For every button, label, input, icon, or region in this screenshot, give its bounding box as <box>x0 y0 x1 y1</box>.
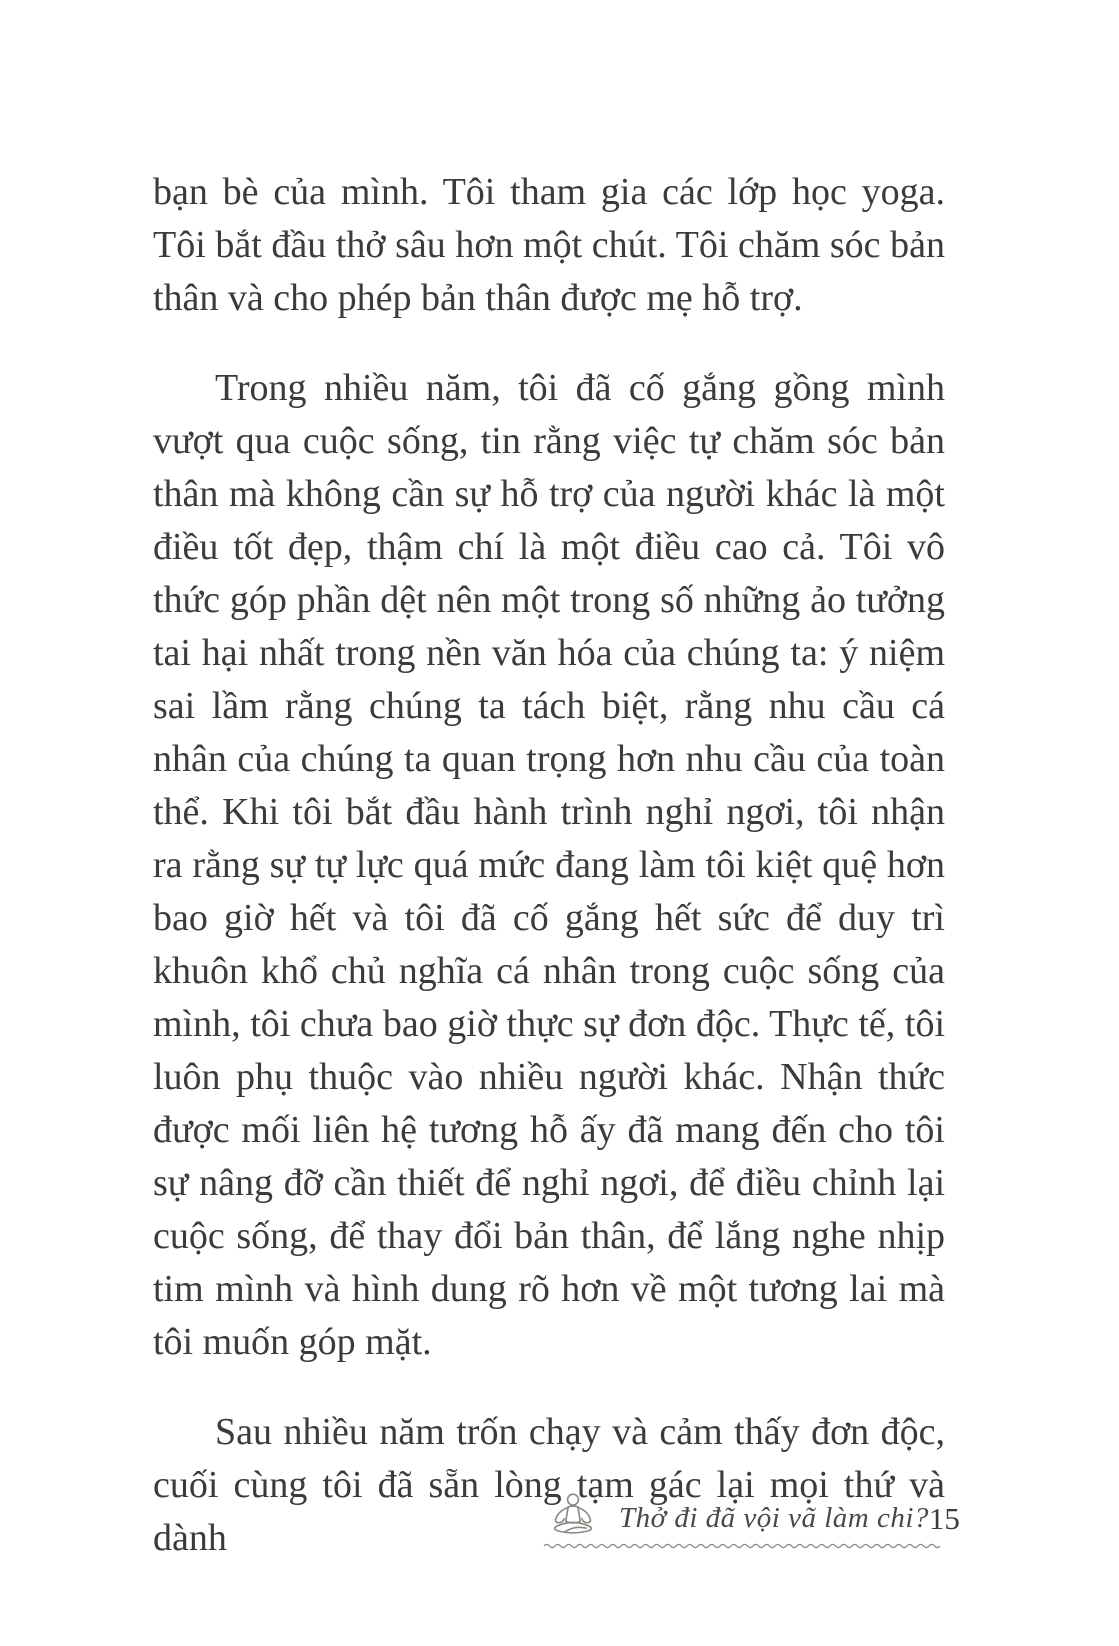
meditation-lotus-icon <box>543 1492 603 1544</box>
footer-wavy-path <box>544 1544 940 1547</box>
footer-row <box>543 1492 960 1544</box>
paragraph-body: Trong nhiều năm, tôi đã cố gắng gồng mình vượt qua cuộc sống, tin rằng việc tự chăm sóc bản thân mà không cần sự hỗ trợ của người khác là một điều tốt đẹp, thậm chí là một điều cao cả. Tôi vô thức góp phần dệt nên một trong số những ảo tưởng tai hại nhất trong nền văn hóa của chúng ta: ý niệm sai lầm rằng chúng ta tách biệt, rằng nhu cầu cá nhân của chúng ta quan trọng hơn nhu cầu của toàn thể. Khi tôi bắt đầu hành trình nghỉ ngơi, tôi nhận ra rằng sự tự lực quá mức đang làm tôi kiệt quệ hơn bao giờ hết và tôi đã cố gắng hết sức để duy trì khuôn khổ chủ nghĩa cá nhân trong cuộc sống của mình, tôi chưa bao giờ thực sự đơn độc. Thực tế, tôi luôn phụ thuộc vào nhiều người khác. Nhận thức được mối liên hệ tương hỗ ấy đã mang đến cho tôi sự nâng đỡ cần thiết để nghỉ ngơi, để điều chỉnh lại cuộc sống, để thay đổi bản thân, để lắng nghe nhịp tim mình và hình dung rõ hơn về một tương lai mà tôi muốn góp mặt. <box>153 367 945 1363</box>
running-title: Thở đi đã vội vã làm chi? <box>619 1502 929 1534</box>
paragraph-last: Sau nhiều năm trốn chạy và cảm thấy đơn độc, cuối cùng tôi đã sẵn lòng tạm gác lại mọi thứ và dành <box>153 1411 945 1559</box>
page-body <box>153 166 945 1565</box>
paragraph-continuation: bạn bè của mình. Tôi tham gia các lớp học yoga. Tôi bắt đầu thở sâu hơn một chút. Tôi chăm sóc bản thân và cho phép bản thân được mẹ hỗ trợ. <box>153 171 945 319</box>
page-footer <box>543 1492 960 1551</box>
page-number: 15 <box>928 1501 960 1536</box>
